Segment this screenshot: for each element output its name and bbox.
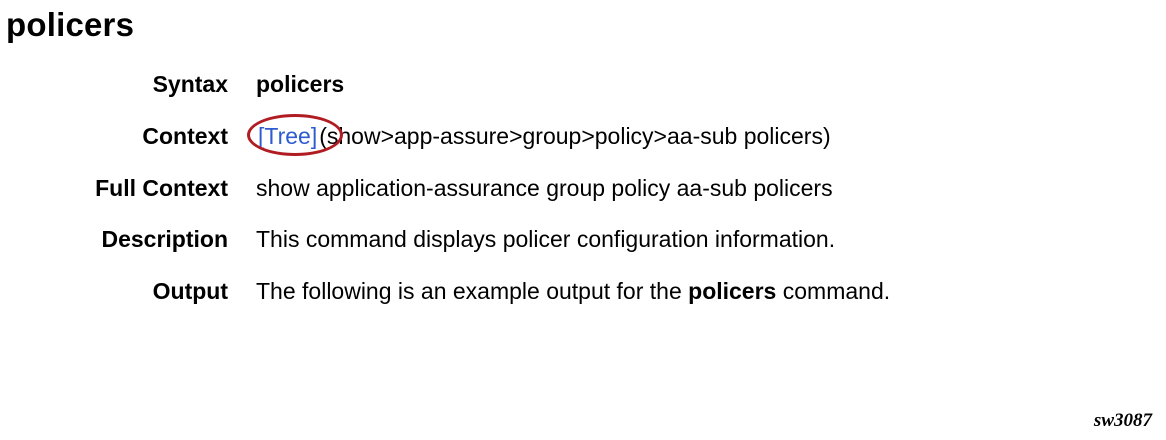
page-title: policers	[6, 6, 135, 43]
definition-row-output	[0, 277, 1166, 306]
tree-link[interactable]: [Tree]	[258, 122, 318, 149]
row-label-syntax: Syntax	[152, 71, 228, 97]
figure-reference-label: sw3087	[1093, 410, 1152, 431]
row-value-output	[256, 277, 890, 306]
tree-link-wrapper	[256, 122, 319, 151]
row-value-full-context: show application-assurance group policy aa-sub policers	[256, 174, 833, 201]
row-label-output: Output	[152, 278, 228, 304]
output-text-prefix: The following is an example output for the	[256, 278, 689, 304]
row-value-context	[256, 122, 831, 151]
output-command-name: policers	[688, 278, 777, 304]
row-label-context: Context	[142, 122, 228, 149]
definition-row-context	[0, 122, 1166, 151]
row-value-syntax: policers	[256, 71, 345, 97]
definition-row-full-context	[0, 174, 1166, 203]
definition-row-syntax	[0, 70, 1166, 99]
definition-row-description	[0, 225, 1166, 254]
output-text-suffix: command.	[776, 278, 891, 304]
definition-list	[0, 70, 1166, 306]
context-path-text: (show>app-assure>group>policy>aa-sub policers)	[319, 122, 831, 149]
row-value-description: This command displays policer configuration information.	[256, 226, 836, 253]
row-label-full-context: Full Context	[95, 174, 228, 201]
row-label-description: Description	[101, 226, 228, 253]
